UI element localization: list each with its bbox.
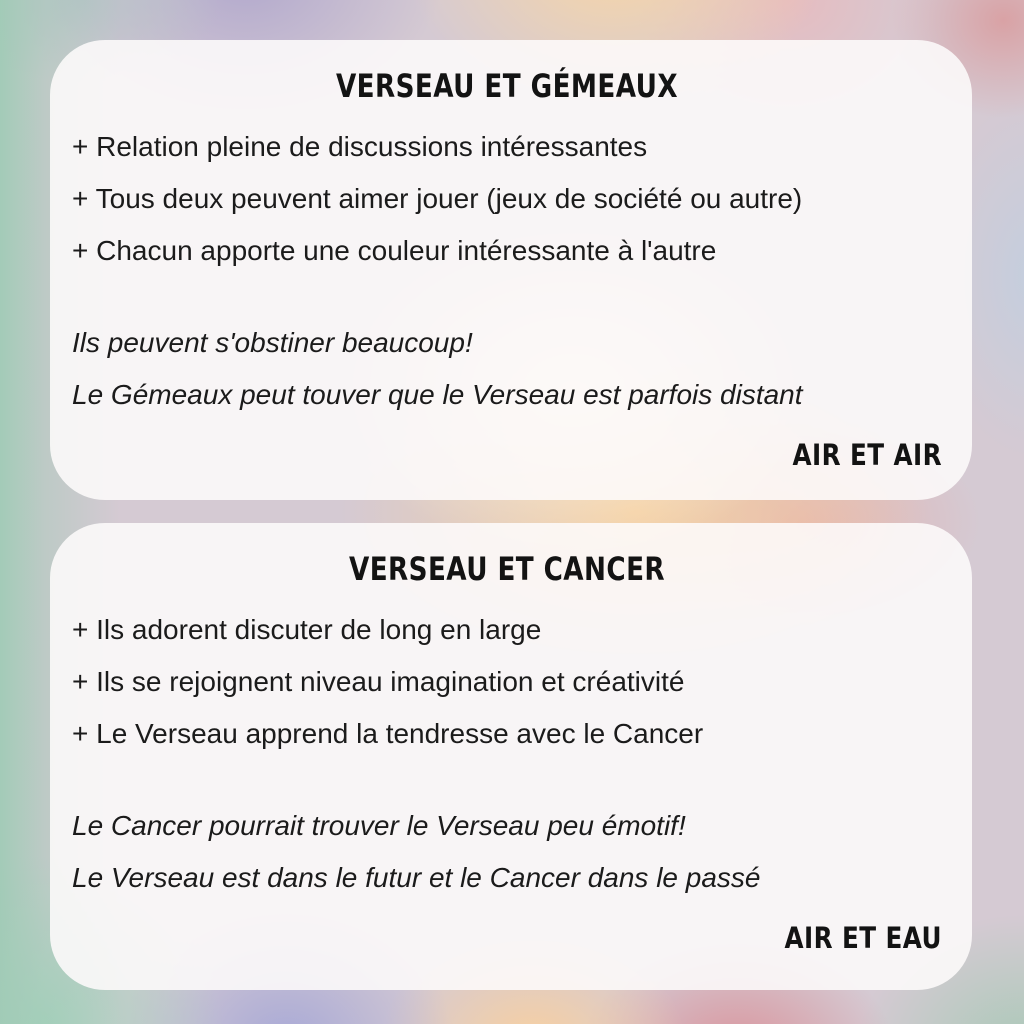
positive-point: + Relation pleine de discussions intéressantes <box>72 131 648 162</box>
positive-point: + Chacun apporte une couleur intéressante à l'autre <box>72 235 717 266</box>
caution-note: Le Gémeaux peut touver que le Verseau est parfois distant <box>72 379 803 410</box>
compatibility-card-verseau-gemeaux <box>50 40 972 500</box>
caution-note: Ils peuvent s'obstiner beaucoup! <box>72 327 473 358</box>
positive-point: + Ils se rejoignent niveau imagination et créativité <box>72 666 685 697</box>
positive-point: + Le Verseau apprend la tendresse avec le Cancer <box>72 718 704 749</box>
positive-point: + Tous deux peuvent aimer jouer (jeux de société ou autre) <box>72 183 803 214</box>
positives-list <box>72 121 942 277</box>
card-title: VERSEAU ET GÉMEAUX <box>335 67 679 105</box>
cautions-list <box>72 800 942 904</box>
cautions-list <box>72 317 942 421</box>
element-pairing-label: AIR ET EAU <box>784 921 942 955</box>
card-title: VERSEAU ET CANCER <box>348 550 666 588</box>
caution-note: Le Cancer pourrait trouver le Verseau peu émotif! <box>72 810 686 841</box>
compatibility-card-verseau-cancer <box>50 523 972 990</box>
positives-list <box>72 604 942 760</box>
element-pairing-label: AIR ET AIR <box>792 438 942 472</box>
caution-note: Le Verseau est dans le futur et le Cancer dans le passé <box>72 862 761 893</box>
positive-point: + Ils adorent discuter de long en large <box>72 614 542 645</box>
